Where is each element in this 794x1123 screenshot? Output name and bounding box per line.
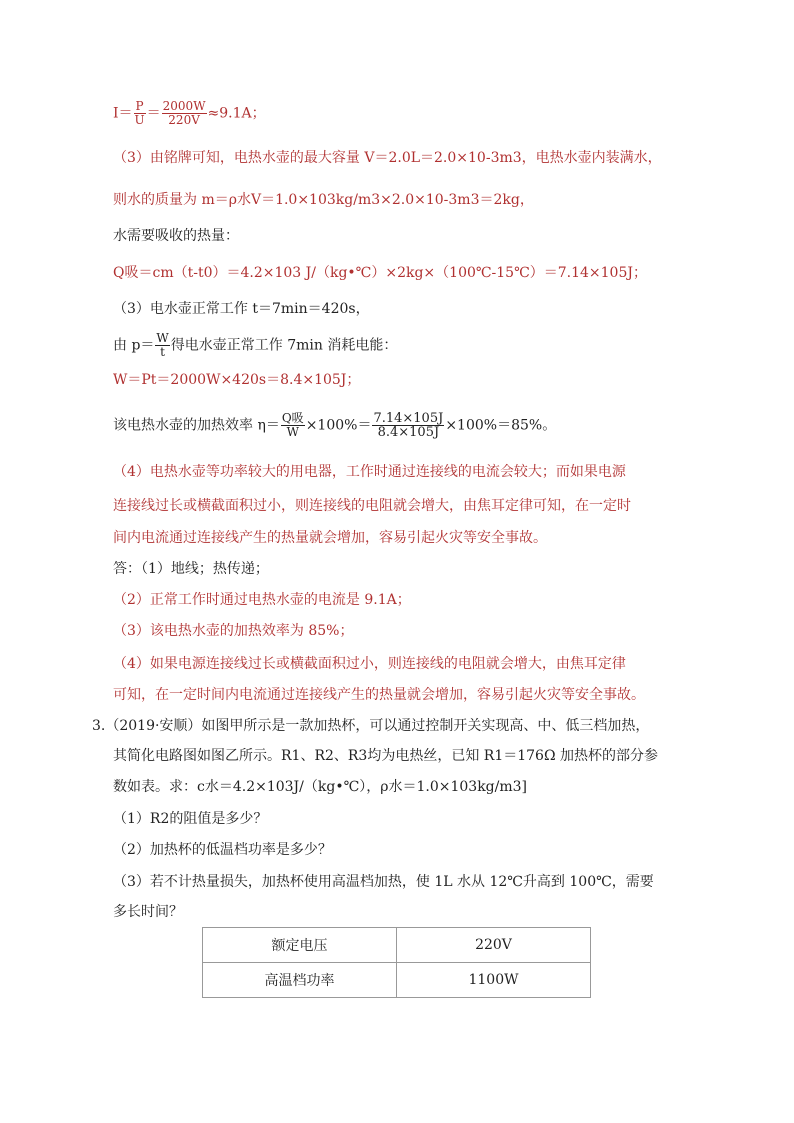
answer-summary-2: （2）正常工作时通过电热水壶的电流是 9.1A； <box>113 592 411 608</box>
table-row <box>203 963 591 998</box>
fraction-values <box>372 412 444 439</box>
answer-line-volume: （3）由铭牌可知，电热水壶的最大容量 V＝2.0L＝2.0×10-3m3，电热水壶内装满水， <box>113 150 662 166</box>
question-3-part-3a: （3）若不计热量损失，加热杯使用高温档加热，使 1L 水从 12℃升高到 100℃，需要 <box>113 874 654 890</box>
efficiency-result: ×100%＝85%。 <box>445 417 557 434</box>
efficiency-mid: ×100%＝ <box>305 417 372 434</box>
fraction-denominator: t <box>160 345 165 359</box>
answer-summary-4b: 可知，在一定时间内电流通过连接线产生的热量就会增加，容易引起火灾等安全事故。 <box>113 687 645 703</box>
question-3-part-3b: 多长时间？ <box>113 904 183 920</box>
fraction-numerator: Q吸 <box>281 411 304 425</box>
equals-sign: ＝ <box>146 105 161 122</box>
power-tail: 得电水壶正常工作 7min 消耗电能： <box>170 337 398 354</box>
fraction-numerator: 7.14×105J <box>373 411 444 426</box>
fraction-w-over-t <box>155 332 169 359</box>
table-row <box>203 928 591 963</box>
fraction-p-over-u <box>134 100 146 127</box>
answer-line-explain-3: 间内电流通过连接线产生的热量就会增加，容易引起火灾等安全事故。 <box>113 530 547 546</box>
question-3-line-1: 3.（2019·安顺）如图甲所示是一款加热杯，可以通过控制开关实现高、中、低三档加热， <box>92 718 650 734</box>
question-3-part-2: （2）加热杯的低温档功率是多少？ <box>113 842 332 858</box>
answer-line-heat-formula: Q吸＝cm（t-t0）＝4.2×103 J/（kg•℃）×2kg×（100℃-15℃）＝7.14×105J； <box>113 265 647 281</box>
answer-line-energy: W＝Pt＝2000W×420s＝8.4×105J； <box>113 372 361 388</box>
fraction-q-over-w <box>281 412 305 439</box>
question-3-line-3: 数如表。求：c水＝4.2×103J/（kg•℃），ρ水＝1.0×103kg/m3] <box>113 779 528 795</box>
fraction-denominator: U <box>134 113 145 127</box>
fraction-denominator: 220V <box>168 113 200 127</box>
answer-line-current <box>113 100 266 127</box>
answer-summary-1: 答：（1）地线；热传递； <box>113 561 269 577</box>
heating-cup-spec-table <box>202 927 591 998</box>
power-lead: 由 p＝ <box>113 337 155 354</box>
answer-line-heat-label: 水需要吸收的热量： <box>113 228 239 244</box>
table-cell-value: 220V <box>397 928 591 963</box>
fraction-2000w-over-220v <box>162 100 207 127</box>
fraction-numerator: 2000W <box>162 99 206 113</box>
efficiency-lead: 该电热水壶的加热效率 η＝ <box>113 417 280 434</box>
fraction-denominator: W <box>286 425 299 439</box>
answer-line-power-formula <box>113 332 397 359</box>
answer-line-explain-1: （4）电热水壶等功率较大的用电器，工作时通过连接线的电流会较大；而如果电源 <box>113 464 626 480</box>
answer-summary-3: （3）该电热水壶的加热效率为 85%； <box>113 623 354 639</box>
table-cell-label: 高温档功率 <box>203 963 397 998</box>
fraction-denominator: 8.4×105J <box>377 425 440 440</box>
question-3-line-2: 其简化电路图如图乙所示。R1、R2、R3均为电热丝，已知 R1＝176Ω 加热杯的部分参 <box>113 748 659 764</box>
current-lead: I＝ <box>113 105 133 122</box>
answer-line-mass: 则水的质量为 m＝ρ水V＝1.0×103kg/m3×2.0×10-3m3＝2kg， <box>113 192 534 208</box>
answer-line-time: （3）电水壶正常工作 t＝7min＝420s， <box>113 301 370 317</box>
fraction-numerator: P <box>134 100 146 114</box>
answer-line-explain-2: 连接线过长或横截面积过小，则连接线的电阻就会增大，由焦耳定律可知，在一定时 <box>113 498 631 514</box>
current-result: ≈9.1A； <box>207 105 266 122</box>
answer-summary-4a: （4）如果电源连接线过长或横截面积过小，则连接线的电阻就会增大，由焦耳定律 <box>113 656 626 672</box>
table-cell-value: 1100W <box>397 963 591 998</box>
question-3-part-1: （1）R2的阻值是多少？ <box>113 811 268 827</box>
table-cell-label: 额定电压 <box>203 928 397 963</box>
fraction-numerator: W <box>156 331 169 345</box>
answer-line-efficiency <box>113 412 556 439</box>
